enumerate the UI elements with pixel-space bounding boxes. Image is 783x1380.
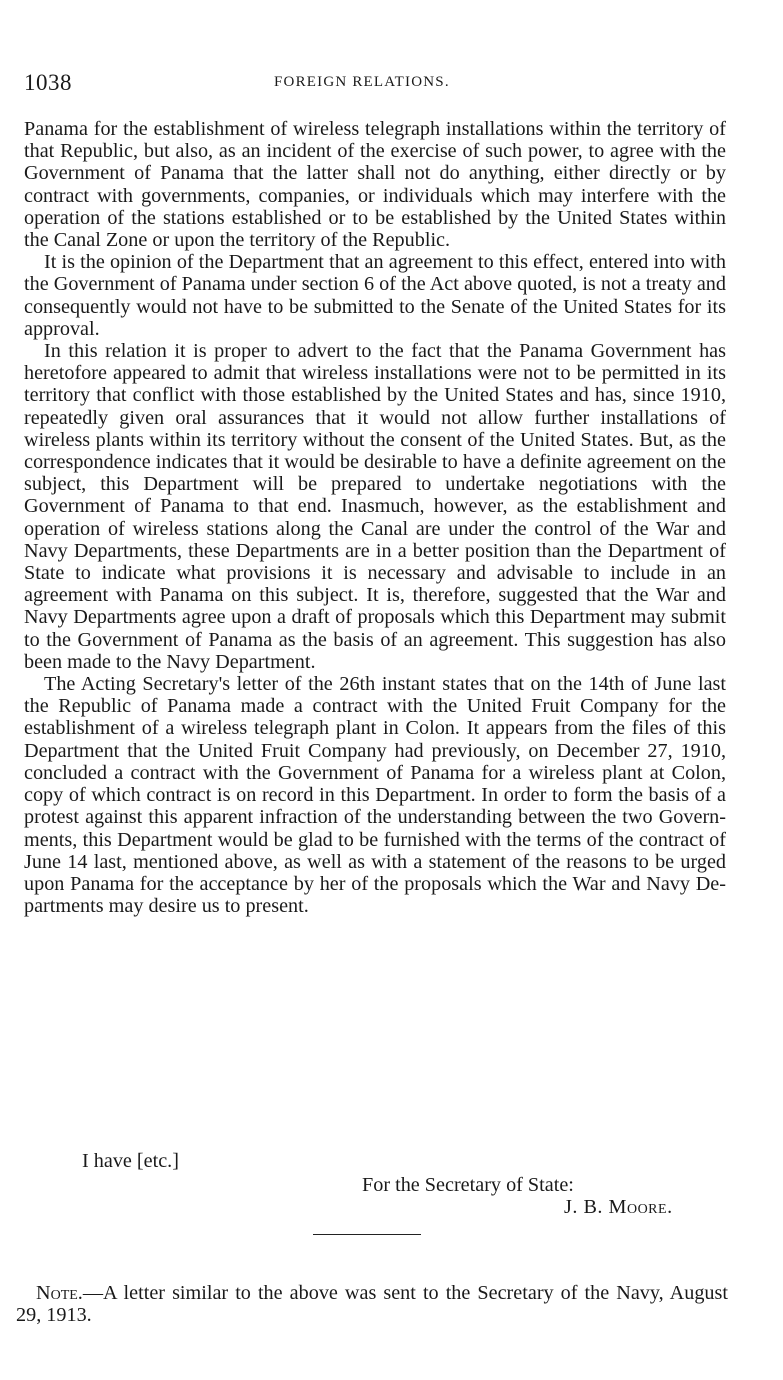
paragraph-opinion: It is the opinion of the Department that an agreement to this effect, entered into with the Government of Panama under section 6 of the Act above quoted, is not a treaty and consequently would not have to be submitted to the Senate of the United States for its approval. [24, 251, 726, 340]
for-secretary-line: For the Secretary of State: [362, 1174, 574, 1196]
page-header [24, 70, 724, 100]
paragraph-continuation: Panama for the establishment of wireless telegraph installations within the territory of that Republic, but also, as an incident of the exercise of such power, to agree with the Government of Panama that the latter shall not do anything, either directly or by contract with governments, companies, or individuals which may interfere with the operation of the stations established or to be established by the United States within the Canal Zone or upon the territory of the Republic. [24, 118, 726, 252]
page-number: 1038 [24, 70, 72, 95]
footnote [16, 1282, 728, 1326]
salutation: I have [etc.] [82, 1150, 179, 1172]
paragraph-acting-secretary: The Acting Secretary's letter of the 26th instant states that on the 14th of June last the Republic of Panama made a contract with the United Fruit Company for the establishment of a wireless telegraph plant in Colon. It appears from the files of this Department that the United Fruit Company had previously, on December 27, 1910, concluded a contract with the Government of Panama for a wireless plant at Colon, copy of which contract is on record in this Department. In order to form the basis of a protest against this apparent infraction of the understanding between the two Governments, this Department would be glad to be furnished with the terms of the contract of June 14 last, mentioned above, as well as with a statement of the reasons to be urged upon Panama for the acceptance by her of the proposals which the War and Navy Departments may desire us to present. [24, 673, 726, 918]
section-divider [313, 1234, 421, 1235]
note-text: —A letter similar to the above was sent to the Secretary of the Navy, August 29, 1913. [16, 1282, 728, 1327]
paragraph-relation: In this relation it is proper to advert to the fact that the Panama Government has heretofore appeared to admit that wireless installations were not to be permitted in its territory that conflict with those established by the United States and has, since 1910, repeatedly given oral assurances that it would not allow further installations of wireless plants within its territory without the consent of the United States. But, as the correspondence indicates that it would be desirable to have a definite agreement on the subject, this Department will be prepared to undertake negotiations with the Government of Panama to that end. Inasmuch, however, as the establishment and operation of wireless stations along the Canal are under the control of the War and Navy Departments, these Departments are in a better position than the Department of State to indicate what provisions it is necessary and advisable to include in an agreement with Panama on this subject. It is, therefore, suggested that the War and Navy Departments agree upon a draft of proposals which this Department may submit to the Government of Panama as the basis of an agreement. This suggestion has also been made to the Navy Department. [24, 340, 726, 673]
running-title: FOREIGN RELATIONS. [274, 74, 450, 90]
note-label: Note. [36, 1282, 83, 1305]
signature: J. B. Moore. [564, 1196, 673, 1218]
letter-body [24, 118, 726, 917]
